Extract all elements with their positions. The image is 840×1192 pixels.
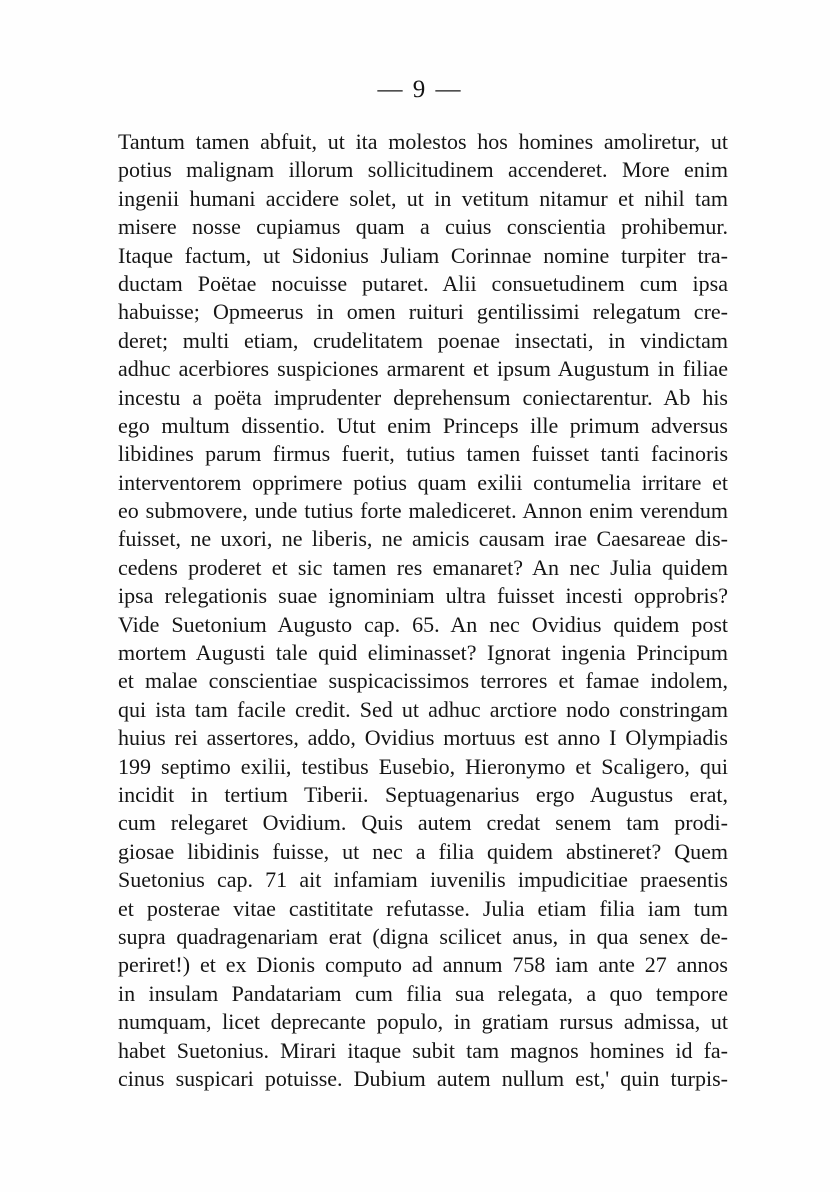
text-line: et posterae vitae castititate refutasse. Julia etiam filia iam tum: [118, 895, 728, 921]
text-line: supra quadragenariam erat (digna scilicet anus, in qua senex de-: [118, 923, 728, 949]
text-line: ingenii humani accidere solet, ut in vetitum nitamur et nihil tam: [118, 185, 728, 211]
text-line: habet Suetonius. Mirari itaque subit tam magnos homines id fa-: [118, 1037, 728, 1063]
text-line: et malae conscientiae suspicacissimos terrores et famae indolem,: [118, 668, 728, 694]
text-line: interventorem opprimere potius quam exilii contumelia irritare et: [118, 469, 728, 495]
text-line: adhuc acerbiores suspiciones armarent et ipsum Augustum in filiae: [118, 356, 728, 382]
text-line: 199 septimo exilii, testibus Eusebio, Hieronymo et Scaligero, qui: [118, 753, 728, 779]
text-line: habuisse; Opmeerus in omen ruituri gentilissimi relegatum cre-: [118, 299, 728, 325]
text-line: cedens proderet et sic tamen res emanaret? An nec Julia quidem: [118, 554, 728, 580]
text-line: ductam Poëtae nocuisse putaret. Alii consuetudinem cum ipsa: [118, 270, 728, 296]
text-line: qui ista tam facile credit. Sed ut adhuc arctiore nodo constringam: [118, 696, 728, 722]
page-number: — 9 —: [377, 76, 463, 103]
text-line: deret; multi etiam, crudelitatem poenae insectati, in vindictam: [118, 327, 728, 353]
text-line: Vide Suetonium Augusto cap. 65. An nec Ovidius quidem post: [118, 611, 728, 637]
text-line: Itaque factum, ut Sidonius Juliam Corinnae nomine turpiter tra-: [118, 242, 728, 268]
text-line: eo submovere, unde tutius forte malediceret. Annon enim verendum: [118, 498, 728, 524]
text-line: ego multum dissentio. Utut enim Princeps ille primum adversus: [118, 412, 728, 438]
text-line: periret!) et ex Dionis computo ad annum 758 iam ante 27 annos: [118, 952, 728, 978]
text-line: fuisset, ne uxori, ne liberis, ne amicis causam irae Caesareae dis-: [118, 526, 728, 552]
text-line: libidines parum firmus fuerit, tutius tamen fuisset tanti facinoris: [118, 441, 728, 467]
text-line: potius malignam illorum sollicitudinem accenderet. More enim: [118, 157, 728, 183]
text-line: incidit in tertium Tiberii. Septuagenarius ergo Augustus erat,: [118, 781, 728, 807]
text-line: cinus suspicari potuisse. Dubium autem nullum est,' quin turpis-: [118, 1065, 728, 1091]
text-line: ipsa relegationis suae ignominiam ultra fuisset incesti opprobris?: [118, 583, 728, 609]
text-line: incestu a poëta imprudenter deprehensum coniectarentur. Ab his: [118, 384, 728, 410]
text-line: cum relegaret Ovidium. Quis autem credat senem tam prodi-: [118, 810, 728, 836]
text-line: numquam, licet deprecante populo, in gratiam rursus admissa, ut: [118, 1009, 728, 1035]
text-line: Suetonius cap. 71 ait infamiam iuvenilis impudicitiae praesentis: [118, 867, 728, 893]
text-line: in insulam Pandatariam cum filia sua relegata, a quo tempore: [118, 980, 728, 1006]
text-line: huius rei assertores, addo, Ovidius mortuus est anno I Olympiadis: [118, 725, 728, 751]
text-line: mortem Augusti tale quid eliminasset? Ignorat ingenia Principum: [118, 640, 728, 666]
body-text: [118, 128, 728, 1093]
text-line: giosae libidinis fuisse, ut nec a filia quidem abstineret? Quem: [118, 838, 728, 864]
text-line: misere nosse cupiamus quam a cuius conscientia prohibemur.: [118, 214, 728, 240]
text-line: Tantum tamen abfuit, ut ita molestos hos homines amoliretur, ut: [118, 129, 728, 154]
